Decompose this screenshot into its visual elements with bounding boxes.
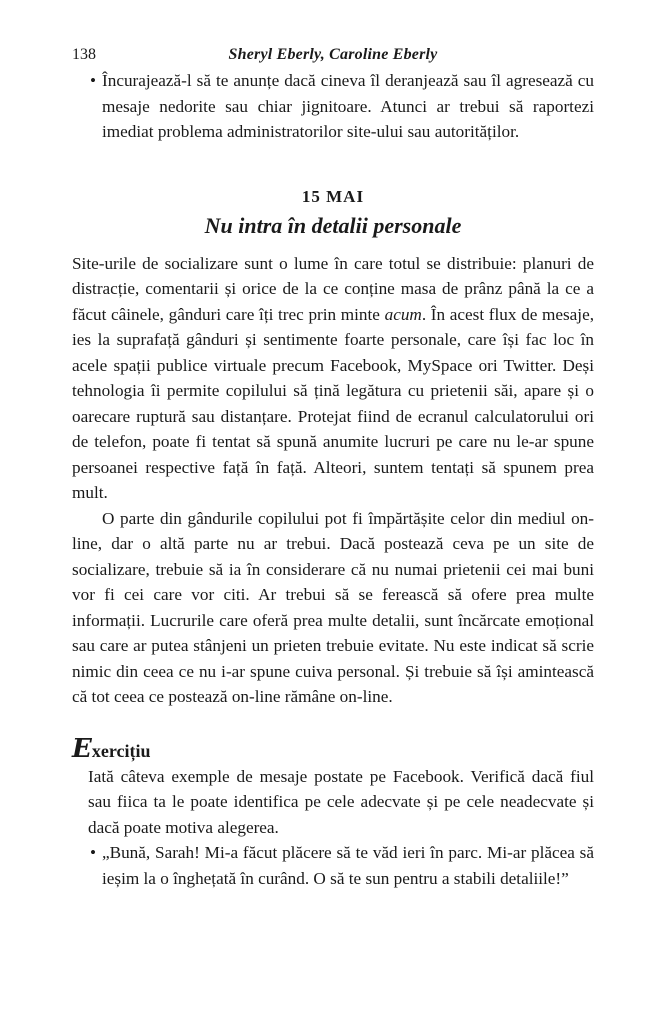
running-header xyxy=(72,40,594,68)
list-item xyxy=(72,68,594,145)
bottom-bullet-list xyxy=(72,840,594,891)
top-bullet-list xyxy=(72,68,594,145)
body-paragraph-2: O parte din gândurile copilului pot fi împărtășite celor din mediul on-line, dar o altă parte nu ar trebui. Dacă postează ceva pe un site de socializare, trebuie să ia în considerare că nu numai prietenii cei mai buni vor fi cei care vor citi. Ar trebui să se ferească să ofere prea multe informații. Lucrurile care oferă prea multe detalii, sunt încărcate emoțional sau care ar putea stânjeni un prieten trebuie evitate. Nu este indicat să scrie nimic din ceea ce nu i-ar spune cuiva personal. Și trebuie să își amintească că tot ceea ce postează on-line rămâne on-line. xyxy=(72,508,594,706)
bullet-text: „Bună, Sarah! Mi-a făcut plăcere să te văd ieri în parc. Mi-ar plăcea să ieșim la o înghețată în curând. O să te sun pentru a stabili detaliile!” xyxy=(102,843,594,888)
exercise-heading-initial: E xyxy=(72,733,92,764)
bullet-marker: • xyxy=(90,843,97,862)
section-date: 15 MAI xyxy=(301,186,365,206)
exercise-heading-rest: xercițiu xyxy=(91,740,151,761)
running-head-authors: Sheryl Eberly, Caroline Eberly xyxy=(228,46,438,63)
book-page xyxy=(72,40,594,891)
section-title: Nu intra în detalii personale xyxy=(204,212,462,238)
body-paragraph-1 xyxy=(72,251,594,506)
exercise-text: Iată câteva exemple de mesaje postate pe Facebook. Verifică dacă fiul sau fiica ta le poate identifica pe cele adecvate și pe cele neadecvate și dacă poate motiva alegerea. xyxy=(88,766,594,837)
list-item xyxy=(72,840,594,891)
bullet-marker: • xyxy=(90,71,97,90)
exercise-heading xyxy=(72,733,594,764)
emphasis-text: acum xyxy=(384,304,422,324)
paragraph-text: Site-urile de socializare sunt o lume în care totul se distribuie: planuri de distracție, comentarii și orice de la ce conține masa de prânz până la ce a făcut câinele, gânduri care îți trec prin minte xyxy=(72,253,594,324)
page-number: 138 xyxy=(72,46,96,63)
paragraph-text: . În acest flux de mesaje, ies la suprafață gânduri și sentimente foarte personale, care își fac loc în acele spații publice virtuale precum Facebook, MySpace ori Twitter. Deși tehnologia îi permite copilului să țină legătura cu prietenii săi, apare și o oarecare ruptură sau distanțare. Protejat fiind de ecranul calculatorului ori de telefon, poate fi tentat să spună anumite lucruri pe care nu le-ar spune persoanei respective față în față. Alteori, suntem tentați să spunem prea mult. xyxy=(72,304,595,502)
bullet-text: Încurajează-l să te anunțe dacă cineva îl deranjează sau îl agresează cu mesaje nedorite sau chiar jignitoare. Atunci ar trebui să raportezi imediat problema administratorilor site-ului sau autorităților. xyxy=(102,71,594,141)
